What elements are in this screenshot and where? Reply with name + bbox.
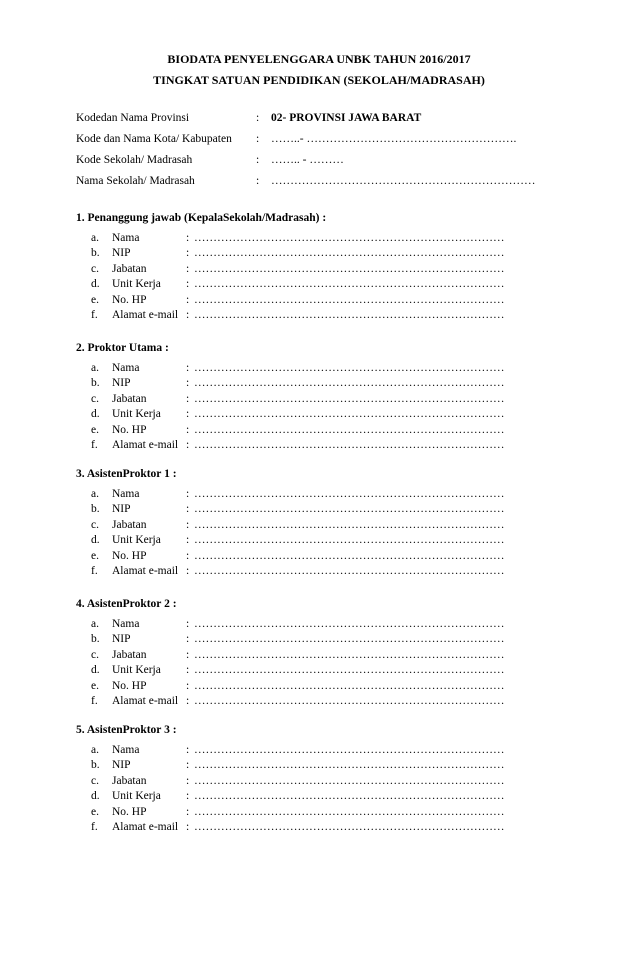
field-label: Nama (112, 362, 140, 374)
field-label: Nama (112, 232, 140, 244)
field-letter: b. (91, 759, 100, 772)
field-label: NIP (112, 633, 131, 646)
section-proktor-utama (76, 338, 556, 453)
info-label: Kode dan Nama Kota/ Kabupaten (76, 133, 232, 145)
field-letter: f. (91, 820, 98, 833)
field-colon: : (186, 549, 190, 562)
field-blank[interactable]: ……………………………………………………………………… (194, 377, 505, 390)
info-row-school-name (76, 171, 556, 192)
field-letter: c. (91, 518, 99, 531)
field-list (76, 743, 556, 835)
field-letter: a. (91, 232, 99, 244)
field-blank[interactable]: ……………………………………………………………………… (194, 744, 505, 756)
field-row-no-hp (76, 805, 556, 820)
field-label: NIP (112, 759, 131, 772)
field-list (76, 361, 556, 453)
field-blank[interactable]: ……………………………………………………………………… (194, 759, 505, 772)
field-colon: : (186, 488, 190, 500)
field-row-unit-kerja (76, 789, 556, 804)
field-blank[interactable]: ……………………………………………………………………… (194, 664, 505, 677)
field-label: NIP (112, 503, 131, 516)
field-colon: : (186, 694, 190, 707)
field-list (76, 231, 556, 323)
section-title: 1. Penanggung jawab (KepalaSekolah/Madrasah) : (76, 212, 327, 224)
field-row-no-hp (76, 549, 556, 564)
field-label: Nama (112, 744, 140, 756)
field-colon: : (186, 423, 190, 436)
info-value: …….. - ……… (271, 154, 344, 166)
field-blank[interactable]: ……………………………………………………………………… (194, 488, 505, 500)
field-letter: c. (91, 262, 99, 275)
field-blank[interactable]: ……………………………………………………………………… (194, 564, 505, 577)
field-row-unit-kerja (76, 407, 556, 422)
field-blank[interactable]: ……………………………………………………………………… (194, 362, 505, 374)
field-colon: : (186, 564, 190, 577)
info-value: …………………………………………………………… (271, 175, 536, 187)
field-blank[interactable]: ……………………………………………………………………… (194, 262, 505, 275)
field-label: No. HP (112, 549, 147, 562)
field-blank[interactable]: ……………………………………………………………………… (194, 278, 505, 291)
field-label: Unit Kerja (112, 534, 161, 547)
document-subtitle: TINGKAT SATUAN PENDIDIKAN (SEKOLAH/MADRASAH) (153, 73, 485, 87)
field-letter: a. (91, 488, 99, 500)
field-letter: f. (91, 438, 98, 451)
field-colon: : (186, 408, 190, 421)
field-colon: : (186, 293, 190, 306)
field-blank[interactable]: ……………………………………………………………………… (194, 694, 505, 707)
field-row-email (76, 438, 556, 453)
field-colon: : (186, 618, 190, 630)
section-title: 2. Proktor Utama : (76, 342, 169, 354)
field-colon: : (186, 503, 190, 516)
field-label: Unit Kerja (112, 278, 161, 291)
info-colon: : (256, 112, 260, 124)
field-row-nama (76, 231, 556, 246)
info-row-province (76, 108, 556, 129)
field-colon: : (186, 308, 190, 321)
field-letter: a. (91, 744, 99, 756)
info-label: Nama Sekolah/ Madrasah (76, 175, 195, 187)
field-blank[interactable]: ……………………………………………………………………… (194, 774, 505, 787)
field-label: Alamat e-mail (112, 820, 179, 833)
field-label: Alamat e-mail (112, 438, 179, 451)
field-blank[interactable]: ……………………………………………………………………… (194, 392, 505, 405)
section-title: 5. AsistenProktor 3 : (76, 724, 177, 736)
document-title: BIODATA PENYELENGGARA UNBK TAHUN 2016/2017 (167, 52, 471, 66)
field-colon: : (186, 377, 190, 390)
field-label: Jabatan (112, 392, 147, 405)
field-label: Jabatan (112, 262, 147, 275)
info-row-school-code (76, 150, 556, 171)
field-letter: e. (91, 805, 99, 818)
field-letter: c. (91, 648, 99, 661)
field-blank[interactable]: ……………………………………………………………………… (194, 648, 505, 661)
info-colon: : (256, 133, 260, 145)
field-row-no-hp (76, 293, 556, 308)
field-colon: : (186, 744, 190, 756)
field-row-nip (76, 246, 556, 261)
field-label: Alamat e-mail (112, 694, 179, 707)
field-row-email (76, 308, 556, 323)
field-label: Alamat e-mail (112, 564, 179, 577)
field-blank[interactable]: ……………………………………………………………………… (194, 633, 505, 646)
field-row-jabatan (76, 518, 556, 533)
field-blank[interactable]: ……………………………………………………………………… (194, 438, 505, 451)
field-row-nip (76, 376, 556, 391)
field-letter: b. (91, 377, 100, 390)
field-blank[interactable]: ……………………………………………………………………… (194, 308, 505, 321)
field-row-jabatan (76, 648, 556, 663)
field-row-nama (76, 617, 556, 632)
field-label: Unit Kerja (112, 790, 161, 803)
field-letter: b. (91, 503, 100, 516)
field-row-unit-kerja (76, 277, 556, 292)
field-letter: c. (91, 774, 99, 787)
field-row-no-hp (76, 423, 556, 438)
field-colon: : (186, 262, 190, 275)
field-colon: : (186, 247, 190, 260)
field-blank[interactable]: ……………………………………………………………………… (194, 805, 505, 818)
field-row-unit-kerja (76, 533, 556, 548)
field-row-nip (76, 758, 556, 773)
field-list (76, 487, 556, 579)
field-letter: a. (91, 362, 99, 374)
field-colon: : (186, 759, 190, 772)
field-label: No. HP (112, 293, 147, 306)
field-letter: e. (91, 423, 99, 436)
section-asisten-proktor-3 (76, 720, 556, 835)
field-blank[interactable]: ……………………………………………………………………… (194, 790, 505, 803)
field-colon: : (186, 438, 190, 451)
field-colon: : (186, 534, 190, 547)
field-label: Jabatan (112, 774, 147, 787)
info-colon: : (256, 175, 260, 187)
field-label: Unit Kerja (112, 664, 161, 677)
field-row-nip (76, 502, 556, 517)
field-row-no-hp (76, 679, 556, 694)
field-colon: : (186, 679, 190, 692)
field-colon: : (186, 362, 190, 374)
field-colon: : (186, 648, 190, 661)
field-blank[interactable]: ……………………………………………………………………… (194, 820, 505, 833)
field-blank[interactable]: ……………………………………………………………………… (194, 534, 505, 547)
field-label: Unit Kerja (112, 408, 161, 421)
field-letter: b. (91, 247, 100, 260)
field-letter: a. (91, 618, 99, 630)
school-info (76, 108, 556, 192)
field-letter: f. (91, 564, 98, 577)
field-row-email (76, 694, 556, 709)
field-label: Nama (112, 488, 140, 500)
field-letter: e. (91, 679, 99, 692)
field-blank[interactable]: ……………………………………………………………………… (194, 423, 505, 436)
field-letter: d. (91, 278, 100, 291)
field-colon: : (186, 633, 190, 646)
field-label: No. HP (112, 805, 147, 818)
field-label: Alamat e-mail (112, 308, 179, 321)
section-title: 4. AsistenProktor 2 : (76, 598, 177, 610)
field-row-nama (76, 487, 556, 502)
field-colon: : (186, 518, 190, 531)
field-letter: d. (91, 664, 100, 677)
info-value: ……..- ………………………………………………. (271, 133, 517, 145)
info-label: Kodedan Nama Provinsi (76, 112, 190, 124)
field-row-email (76, 564, 556, 579)
field-letter: e. (91, 549, 99, 562)
field-letter: f. (91, 308, 98, 321)
field-label: No. HP (112, 423, 147, 436)
field-label: NIP (112, 377, 131, 390)
info-colon: : (256, 154, 260, 166)
field-label: NIP (112, 247, 131, 260)
field-letter: d. (91, 534, 100, 547)
field-label: Jabatan (112, 648, 147, 661)
section-penanggung-jawab (76, 208, 556, 323)
field-letter: e. (91, 293, 99, 306)
field-row-email (76, 820, 556, 835)
field-blank[interactable]: ……………………………………………………………………… (194, 408, 505, 421)
field-colon: : (186, 232, 190, 244)
field-colon: : (186, 278, 190, 291)
info-row-city (76, 129, 556, 150)
field-blank[interactable]: ……………………………………………………………………… (194, 549, 505, 562)
field-blank[interactable]: ……………………………………………………………………… (194, 618, 505, 630)
field-label: Nama (112, 618, 140, 630)
section-asisten-proktor-1 (76, 464, 556, 579)
field-colon: : (186, 820, 190, 833)
field-blank[interactable]: ……………………………………………………………………… (194, 518, 505, 531)
field-letter: d. (91, 408, 100, 421)
field-blank[interactable]: ……………………………………………………………………… (194, 232, 505, 244)
field-letter: b. (91, 633, 100, 646)
field-label: No. HP (112, 679, 147, 692)
field-letter: d. (91, 790, 100, 803)
field-list (76, 617, 556, 709)
field-colon: : (186, 664, 190, 677)
field-row-jabatan (76, 774, 556, 789)
field-colon: : (186, 774, 190, 787)
field-row-jabatan (76, 262, 556, 277)
field-colon: : (186, 392, 190, 405)
field-row-nama (76, 743, 556, 758)
field-row-nama (76, 361, 556, 376)
field-letter: c. (91, 392, 99, 405)
field-blank[interactable]: ……………………………………………………………………… (194, 503, 505, 516)
field-row-jabatan (76, 392, 556, 407)
field-blank[interactable]: ……………………………………………………………………… (194, 679, 505, 692)
section-title: 3. AsistenProktor 1 : (76, 468, 177, 480)
info-value: 02- PROVINSI JAWA BARAT (271, 112, 422, 124)
field-label: Jabatan (112, 518, 147, 531)
field-letter: f. (91, 694, 98, 707)
section-asisten-proktor-2 (76, 594, 556, 709)
field-blank[interactable]: ……………………………………………………………………… (194, 293, 505, 306)
field-colon: : (186, 805, 190, 818)
field-row-nip (76, 632, 556, 647)
field-colon: : (186, 790, 190, 803)
field-blank[interactable]: ……………………………………………………………………… (194, 247, 505, 260)
field-row-unit-kerja (76, 663, 556, 678)
info-label: Kode Sekolah/ Madrasah (76, 154, 193, 166)
